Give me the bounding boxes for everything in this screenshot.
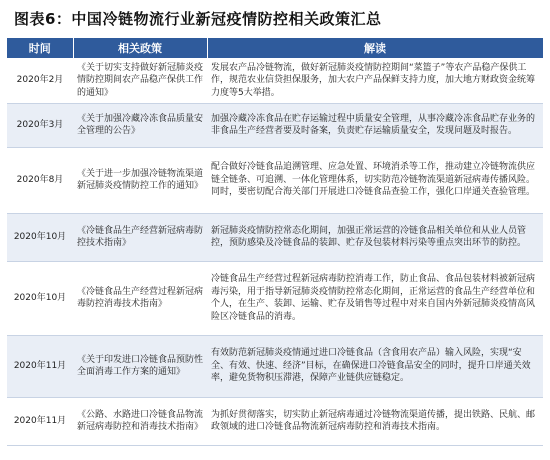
- table-row: [7, 147, 543, 213]
- table-header-row: [7, 38, 543, 58]
- row-interpretation: 冷链食品生产经营过程新冠病毒防控消毒工作，防止食品、食品包装材料被新冠病毒污染，用于指导新冠肺炎疫情防控常态化期间，正常运营的食品生产经营单位和个人，在生产、装卸、运输、贮存及销售等过程中对来自国内外新冠肺炎疫情高风险区冷链食品的消毒。: [207, 261, 543, 335]
- row-time: 2020年2月: [7, 58, 73, 103]
- row-interpretation: 发展农产品冷链物流，做好新冠肺炎疫情防控期间“菜篮子”等农产品稳产保供工作，规范农业信贷担保服务，加大农户产品保鲜支持力度，加大地方财政资金统筹力度等5大举措。: [207, 58, 543, 103]
- row-interpretation: 配合做好冷链食品追溯管理、应急处置、环境消杀等工作，推动建立冷链物流供应链全链条、可追溯、一体化管理体系，切实防范冷链物流渠道新冠病毒传播风险。同时，要密切配合海关部门开展进口冷链食品查验工作，强化口岸通关查验管理。: [207, 147, 543, 213]
- row-time: 2020年11月: [7, 397, 73, 445]
- row-policy: 《冷链食品生产经营过程新冠病毒防控消毒技术指南》: [73, 261, 207, 335]
- row-policy: 《关于加强冷藏冷冻食品质量安全管理的公告》: [73, 103, 207, 147]
- table-row: [7, 397, 543, 445]
- row-policy: 《公路、水路进口冷链食品物流新冠病毒防控和消毒技术指南》: [73, 397, 207, 445]
- row-interpretation: 加强冷藏冷冻食品在贮存运输过程中质量安全管理，从事冷藏冷冻食品贮存业务的非食品生产经营者要及时备案，负责贮存运输质量安全，发现问题及时报告。: [207, 103, 543, 147]
- row-time: 2020年3月: [7, 103, 73, 147]
- row-policy: 《关于进一步加强冷链物流渠道新冠肺炎疫情防控工作的通知》: [73, 147, 207, 213]
- row-interpretation: 新冠肺炎疫情防控常态化期间，加强正常运营的冷链食品相关单位和从业人员管控，预防感染及冷链食品的装卸、贮存及包装材料污染等重点突出环节的防控。: [207, 213, 543, 261]
- table-row: [7, 103, 543, 147]
- table-row: [7, 335, 543, 397]
- row-time: 2020年10月: [7, 261, 73, 335]
- row-time: 2020年8月: [7, 147, 73, 213]
- table-row: [7, 213, 543, 261]
- table-row: [7, 58, 543, 103]
- row-interpretation: 有效防范新冠肺炎疫情通过进口冷链食品（含食用农产品）输入风险，实现“安全、有效、快速、经济”目标，在确保进口冷链食品安全的同时，提升口岸通关效率，避免货物积压滞港，保障产业链供应链稳定。: [207, 335, 543, 397]
- row-policy: 《冷链食品生产经营新冠病毒防控技术指南》: [73, 213, 207, 261]
- header-policy: 相关政策: [73, 38, 207, 58]
- page-title: 图表6：中国冷链物流行业新冠疫情防控相关政策汇总: [14, 10, 382, 28]
- header-time: 时间: [7, 38, 73, 58]
- row-time: 2020年11月: [7, 335, 73, 397]
- policy-table: [7, 38, 544, 446]
- row-policy: 《关于印发进口冷链食品预防性全面消毒工作方案的通知》: [73, 335, 207, 397]
- row-interpretation: 为抓好贯彻落实，切实防止新冠病毒通过冷链物流渠道传播，提出铁路、民航、邮政领域的进口冷链食品物流新冠病毒防控和消毒技术指南。: [207, 397, 543, 445]
- row-time: 2020年10月: [7, 213, 73, 261]
- header-interpretation: 解读: [207, 38, 543, 58]
- row-policy: 《关于切实支持做好新冠肺炎疫情防控期间农产品稳产保供工作的通知》: [73, 58, 207, 103]
- table-row: [7, 261, 543, 335]
